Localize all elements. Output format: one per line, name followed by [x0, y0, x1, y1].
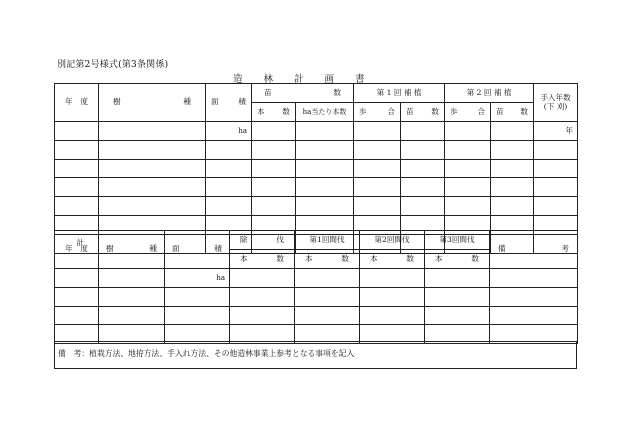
cell[interactable] — [401, 140, 445, 159]
remarks-note — [54, 341, 577, 369]
form-label: 別記第2号様式(第3条関係) — [57, 60, 169, 70]
cell[interactable] — [55, 306, 99, 325]
table-row — [55, 269, 578, 288]
cell[interactable] — [55, 159, 99, 178]
cell[interactable] — [99, 306, 165, 325]
cell[interactable] — [490, 306, 578, 325]
cell[interactable] — [401, 197, 445, 216]
cell[interactable] — [55, 178, 99, 197]
cell[interactable] — [401, 122, 445, 141]
cell[interactable] — [296, 178, 354, 197]
header-weeding: 除 伐 — [230, 231, 295, 250]
cell[interactable] — [425, 269, 490, 288]
cell[interactable] — [252, 197, 296, 216]
cell[interactable] — [206, 159, 252, 178]
cell[interactable] — [230, 306, 295, 325]
cell[interactable] — [360, 287, 425, 306]
remarks-note-text: 備 考：植栽方法、地拵方法、手入れ方法、その他造林事業上参考となる事項を記入 — [58, 349, 355, 358]
cell-care-years[interactable]: 年 — [534, 122, 578, 141]
cell[interactable] — [230, 269, 295, 288]
cell[interactable] — [99, 287, 165, 306]
table-row — [55, 140, 578, 159]
header-supplementary-1: 第 1 回 補 植 — [354, 84, 445, 103]
header-species: 樹 種 — [99, 84, 206, 122]
cell[interactable] — [401, 159, 445, 178]
header-year: 年 度 — [55, 231, 99, 269]
cell[interactable] — [296, 197, 354, 216]
header-care-years: 手入年数 (下 刈) — [534, 84, 578, 122]
header-supp-seedlings-2: 苗 数 — [491, 103, 534, 122]
cell[interactable] — [230, 287, 295, 306]
header-remarks: 備 考 — [490, 231, 578, 269]
cell[interactable] — [165, 287, 230, 306]
cell[interactable] — [360, 269, 425, 288]
header-thinning-3: 第3回間伐 — [425, 231, 490, 250]
header-count: 本 数 — [360, 250, 425, 269]
header-count: 本 数 — [425, 250, 490, 269]
cell[interactable] — [354, 122, 401, 141]
cell[interactable] — [354, 178, 401, 197]
cell[interactable] — [354, 140, 401, 159]
cell[interactable] — [534, 140, 578, 159]
cell[interactable] — [296, 140, 354, 159]
cell[interactable] — [55, 287, 99, 306]
header-supplementary-2: 第 2 回 補 植 — [445, 84, 534, 103]
cell[interactable] — [491, 197, 534, 216]
cell[interactable] — [534, 178, 578, 197]
cell[interactable] — [55, 140, 99, 159]
header-seedling-count: 本 数 — [252, 103, 296, 122]
cell-year[interactable] — [55, 122, 99, 141]
header-count: 本 数 — [295, 250, 360, 269]
cell[interactable] — [99, 159, 206, 178]
cell[interactable] — [445, 122, 491, 141]
header-seedlings: 苗 数 — [252, 84, 354, 103]
header-per-ha: ha当たり本数 — [296, 103, 354, 122]
cell[interactable] — [165, 306, 230, 325]
header-supp-seedlings-1: 苗 数 — [401, 103, 445, 122]
cell[interactable] — [445, 159, 491, 178]
cell[interactable] — [252, 140, 296, 159]
cell[interactable] — [360, 306, 425, 325]
cell[interactable] — [55, 269, 99, 288]
cell[interactable] — [252, 178, 296, 197]
cell[interactable] — [491, 178, 534, 197]
cell[interactable] — [99, 140, 206, 159]
cell[interactable] — [490, 269, 578, 288]
cell[interactable] — [445, 140, 491, 159]
cell[interactable] — [534, 197, 578, 216]
cell[interactable] — [295, 306, 360, 325]
table-row — [55, 197, 578, 216]
cell[interactable] — [534, 159, 578, 178]
thinning-plan-table — [54, 230, 578, 344]
header-thinning-1: 第1回間伐 — [295, 231, 360, 250]
cell[interactable] — [295, 287, 360, 306]
planting-plan-table — [54, 83, 578, 254]
cell[interactable] — [491, 140, 534, 159]
header-count: 本 数 — [230, 250, 295, 269]
document-title: 造林計画書 — [233, 74, 386, 85]
cell[interactable] — [206, 140, 252, 159]
cell[interactable] — [252, 159, 296, 178]
header-area: 面 積 — [206, 84, 252, 122]
cell[interactable] — [490, 287, 578, 306]
header-thinning-2: 第2回間伐 — [360, 231, 425, 250]
cell[interactable] — [99, 178, 206, 197]
cell-area[interactable]: ha — [206, 122, 252, 141]
cell[interactable] — [425, 287, 490, 306]
table-row — [55, 159, 578, 178]
cell[interactable] — [401, 178, 445, 197]
cell[interactable] — [99, 269, 165, 288]
table-row — [55, 306, 578, 325]
header-area: 面 積 — [165, 231, 230, 269]
cell[interactable] — [206, 197, 252, 216]
cell-species[interactable] — [99, 122, 206, 141]
header-year: 年 度 — [55, 84, 99, 122]
cell[interactable] — [445, 178, 491, 197]
table-row — [55, 122, 578, 141]
cell[interactable] — [296, 159, 354, 178]
cell[interactable] — [99, 197, 206, 216]
table-row — [55, 287, 578, 306]
header-species: 樹 種 — [99, 231, 165, 269]
cell[interactable] — [354, 159, 401, 178]
cell[interactable] — [55, 197, 99, 216]
cell-area[interactable]: ha — [165, 269, 230, 288]
cell[interactable] — [491, 122, 534, 141]
cell[interactable] — [354, 197, 401, 216]
cell[interactable] — [252, 122, 296, 141]
table-row — [55, 178, 578, 197]
cell[interactable] — [295, 269, 360, 288]
header-rate-1: 歩 合 — [354, 103, 401, 122]
total-label: 計 — [55, 234, 99, 253]
cell[interactable] — [445, 197, 491, 216]
cell[interactable] — [425, 306, 490, 325]
cell[interactable] — [206, 178, 252, 197]
header-rate-2: 歩 合 — [445, 103, 491, 122]
cell[interactable] — [491, 159, 534, 178]
cell[interactable] — [296, 122, 354, 141]
